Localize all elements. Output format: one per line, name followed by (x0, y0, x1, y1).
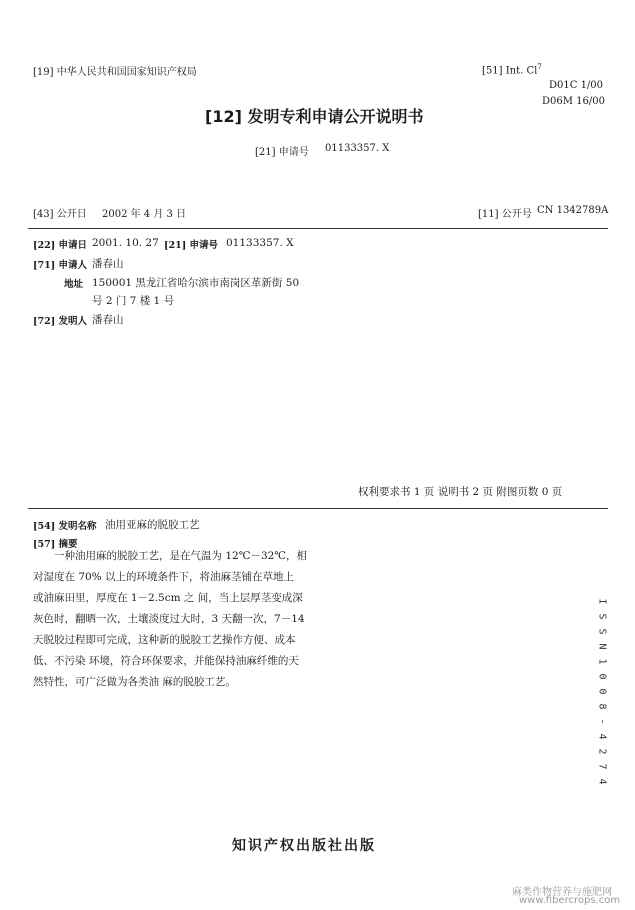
abstract-line: 一种油用麻的脱胶工艺，是在气温为 12℃－32℃，相 (54, 550, 308, 562)
application-number: 01133357. X (325, 143, 390, 154)
abstract-line: 天脱胶过程即可完成，这种新的脱胶工艺操作方便、成本 (33, 634, 296, 646)
office-name: [19] 中华人民共和国国家知识产权局 (33, 67, 197, 78)
divider-top (28, 228, 608, 229)
ipc-code-1: D01C 1/00 (549, 80, 604, 91)
app-number-2: 01133357. X (226, 237, 294, 249)
invention-title-label: [54] 发明名称 (33, 521, 97, 532)
intcl-label: [51] Int. Cl$^7$ (482, 63, 542, 77)
issn-char: 2 (596, 748, 608, 755)
filing-date-label: [22] 申请日 (33, 240, 88, 251)
abstract-text (33, 546, 333, 693)
abstract-line: 对湿度在 70% 以上的环境条件下，将油麻茎铺在草地上 (33, 571, 295, 583)
applicant-label: [71] 申请人 (33, 260, 88, 271)
ipc-code-2: D06M 16/00 (542, 96, 605, 107)
watermark-url: www.fibercrops.com (519, 895, 621, 906)
issn-char: 1 (596, 658, 608, 665)
filing-date: 2001. 10. 27 (92, 237, 159, 249)
abstract-line: 低、不污染 环境，符合环保要求，并能保持油麻纤维的天 (33, 655, 299, 667)
abstract-label: [57] 摘要 (33, 539, 78, 550)
issn-char: 4 (596, 733, 608, 740)
publication-number-label: [11] 公开号 (478, 209, 532, 220)
abstract-line: 或油麻田里，厚度在 1－2.5cm 之 间，当上层厚茎变成深 (33, 592, 303, 604)
issn-char: 8 (596, 703, 608, 710)
issn-char: 0 (596, 673, 608, 680)
inventor-name: 潘春山 (92, 314, 124, 326)
issn-char: S (596, 628, 608, 635)
inventor-label: [72] 发明人 (33, 316, 88, 327)
app-number-label-2: [21] 申请号 (164, 240, 219, 251)
applicant-name: 潘春山 (92, 258, 124, 270)
issn-char: S (596, 613, 608, 620)
application-number-label: [21] 申请号 (255, 147, 309, 158)
page-count: 权利要求书 1 页 说明书 2 页 附图页数 0 页 (358, 486, 563, 498)
issn-char: 4 (596, 778, 608, 785)
address-line-1: 150001 黑龙江省哈尔滨市南岗区革新街 50 (92, 277, 300, 289)
issn-char: 7 (596, 763, 608, 770)
address-line-2: 号 2 门 7 楼 1 号 (92, 295, 175, 307)
publication-date-label: [43] 公开日 (33, 209, 87, 220)
address-label: 地址 (64, 279, 84, 290)
publisher: 知识产权出版社出版 (232, 838, 376, 854)
issn-char: I (596, 598, 608, 605)
publication-number: CN 1342789A (537, 205, 609, 216)
document-title: [12] 发明专利申请公开说明书 (205, 107, 424, 126)
issn-char: N (596, 643, 608, 650)
publication-date: 2002 年 4 月 3 日 (102, 209, 187, 220)
invention-title: 油用亚麻的脱胶工艺 (105, 519, 200, 531)
issn-char: 0 (596, 688, 608, 695)
issn-vertical (592, 594, 612, 789)
divider-middle (28, 508, 608, 509)
watermark-title: 麻类作物营养与施肥网 (512, 887, 612, 898)
abstract-line: 灰色时，翻晒一次，土壤淡度过大时，3 天翻一次，7－14 (33, 613, 305, 625)
abstract-line: 然特性，可广泛做为各类油 麻的脱胶工艺。 (33, 676, 236, 688)
issn-char: - (596, 718, 608, 725)
